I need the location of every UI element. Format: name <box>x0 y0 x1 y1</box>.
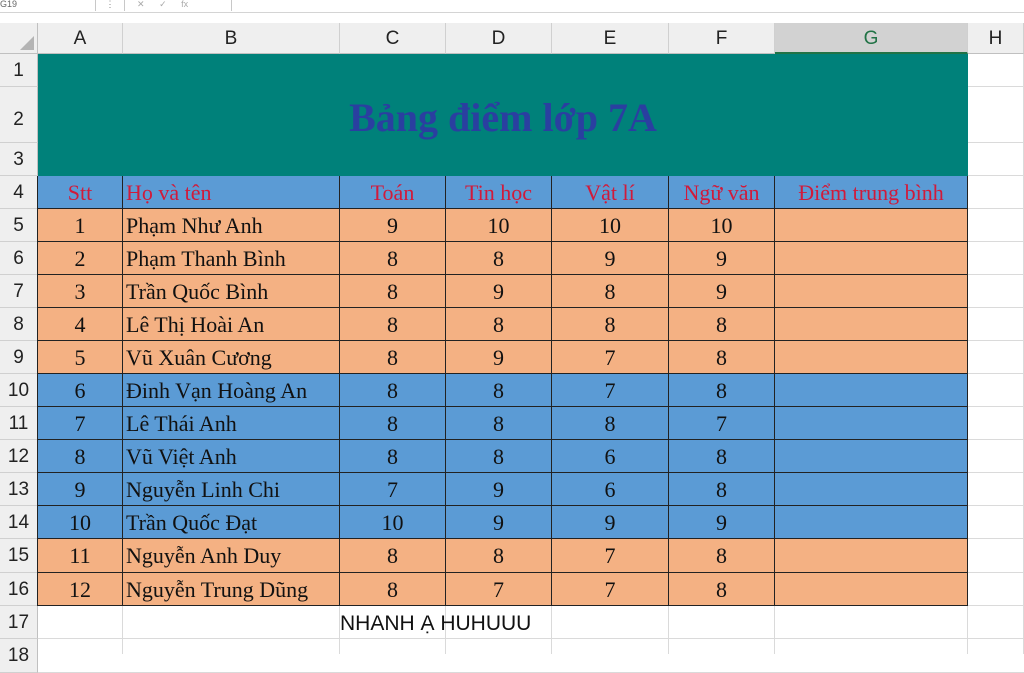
table-cell[interactable]: 8 <box>446 539 552 573</box>
row-header-11[interactable]: 11 <box>0 407 38 440</box>
table-cell[interactable] <box>775 473 968 506</box>
table-cell[interactable]: 7 <box>669 407 775 440</box>
table-cell[interactable]: 8 <box>38 440 123 473</box>
table-cell[interactable]: 9 <box>446 473 552 506</box>
table-cell[interactable] <box>775 209 968 242</box>
table-cell[interactable]: 8 <box>552 407 669 440</box>
name-box-dropdown[interactable]: ⋮ <box>96 0 125 11</box>
formula-buttons <box>125 0 232 11</box>
table-cell[interactable]: 8 <box>340 275 446 308</box>
table-cell[interactable]: 12 <box>38 573 123 606</box>
table-cell[interactable]: 9 <box>669 242 775 275</box>
table-cell[interactable] <box>775 341 968 374</box>
table-cell[interactable]: Trần Quốc Đạt <box>123 506 340 539</box>
table-cell[interactable]: 9 <box>552 242 669 275</box>
table-cell[interactable]: Nguyễn Anh Duy <box>123 539 340 573</box>
column-header-h[interactable]: H <box>968 23 1024 54</box>
header-cell[interactable]: Stt <box>38 176 123 209</box>
table-cell[interactable]: 8 <box>446 308 552 341</box>
table-cell[interactable]: Đinh Vạn Hoàng An <box>123 374 340 407</box>
row-header-9[interactable]: 9 <box>0 341 38 374</box>
table-cell[interactable]: 7 <box>38 407 123 440</box>
table-cell[interactable]: 8 <box>669 341 775 374</box>
table-cell[interactable]: 6 <box>38 374 123 407</box>
table-cell[interactable]: 7 <box>552 573 669 606</box>
table-cell[interactable]: 8 <box>552 308 669 341</box>
table-cell[interactable]: 8 <box>669 573 775 606</box>
header-cell[interactable]: Toán <box>340 176 446 209</box>
row-header-17[interactable]: 17 <box>0 606 38 639</box>
table-cell[interactable]: 7 <box>552 341 669 374</box>
header-cell[interactable]: Tin học <box>446 176 552 209</box>
table-cell[interactable]: 8 <box>340 440 446 473</box>
table-cell[interactable]: 8 <box>340 407 446 440</box>
row-header-4[interactable]: 4 <box>0 176 38 209</box>
table-cell[interactable]: 4 <box>38 308 123 341</box>
table-cell[interactable]: 8 <box>340 573 446 606</box>
header-cell[interactable]: Điểm trung bình <box>775 176 968 209</box>
table-cell[interactable]: Trần Quốc Bình <box>123 275 340 308</box>
table-cell[interactable]: Vũ Việt Anh <box>123 440 340 473</box>
table-cell[interactable]: Lê Thị Hoài An <box>123 308 340 341</box>
column-header-a[interactable]: A <box>38 23 123 54</box>
row-header-8[interactable]: 8 <box>0 308 38 341</box>
table-cell[interactable]: 9 <box>38 473 123 506</box>
table-cell[interactable]: 7 <box>552 539 669 573</box>
row-header-12[interactable]: 12 <box>0 440 38 473</box>
table-cell[interactable]: 8 <box>669 440 775 473</box>
table-cell[interactable]: 8 <box>446 242 552 275</box>
table-cell[interactable]: 9 <box>446 275 552 308</box>
table-cell[interactable]: 7 <box>340 473 446 506</box>
table-cell[interactable]: 9 <box>669 275 775 308</box>
table-cell[interactable] <box>775 506 968 539</box>
table-cell[interactable] <box>775 242 968 275</box>
table-cell[interactable]: 1 <box>38 209 123 242</box>
formula-bar <box>0 0 1024 13</box>
select-all-icon <box>20 36 34 50</box>
row-header-18[interactable]: 18 <box>0 639 38 673</box>
table-cell[interactable]: 9 <box>552 506 669 539</box>
row-header-14[interactable]: 14 <box>0 506 38 539</box>
column-header-d[interactable]: D <box>446 23 552 54</box>
fx-icon[interactable]: fx <box>181 0 189 9</box>
column-header-f[interactable]: F <box>669 23 775 54</box>
row-header-5[interactable]: 5 <box>0 209 38 242</box>
table-cell[interactable]: 8 <box>669 374 775 407</box>
table-cell[interactable]: 6 <box>552 473 669 506</box>
table-cell[interactable] <box>775 308 968 341</box>
table-cell[interactable]: 10 <box>669 209 775 242</box>
table-cell[interactable]: 6 <box>552 440 669 473</box>
table-cell[interactable]: 8 <box>340 539 446 573</box>
select-all-corner[interactable] <box>0 23 38 54</box>
table-cell[interactable]: 8 <box>669 473 775 506</box>
table-cell[interactable]: Phạm Như Anh <box>123 209 340 242</box>
sheet-title[interactable]: Bảng điểm lớp 7A <box>38 54 968 177</box>
table-cell[interactable]: Nguyễn Trung Dũng <box>123 573 340 606</box>
table-cell[interactable]: 7 <box>446 573 552 606</box>
table-cell[interactable]: 10 <box>38 506 123 539</box>
table-cell[interactable] <box>775 407 968 440</box>
table-cell[interactable]: 10 <box>340 506 446 539</box>
row-header-13[interactable]: 13 <box>0 473 38 506</box>
table-cell[interactable]: 8 <box>340 308 446 341</box>
row-header-3[interactable]: 3 <box>0 143 38 176</box>
table-cell[interactable]: Vũ Xuân Cương <box>123 341 340 374</box>
table-cell[interactable]: 8 <box>340 341 446 374</box>
table-cell[interactable]: 10 <box>446 209 552 242</box>
table-cell[interactable]: 8 <box>669 308 775 341</box>
table-cell[interactable]: 10 <box>552 209 669 242</box>
table-cell[interactable] <box>775 275 968 308</box>
name-box[interactable]: G19 <box>0 0 96 11</box>
enter-icon[interactable]: ✓ <box>159 0 167 9</box>
table-cell[interactable]: 8 <box>669 539 775 573</box>
header-cell[interactable]: Họ và tên <box>123 176 340 209</box>
table-cell[interactable]: Phạm Thanh Bình <box>123 242 340 275</box>
table-cell[interactable] <box>775 539 968 573</box>
table-cell[interactable] <box>775 440 968 473</box>
column-header-e[interactable]: E <box>552 23 669 54</box>
table-cell[interactable]: Nguyễn Linh Chi <box>123 473 340 506</box>
table-cell[interactable]: 7 <box>552 374 669 407</box>
table-cell[interactable]: 9 <box>669 506 775 539</box>
table-cell[interactable]: 9 <box>340 209 446 242</box>
row-header-1[interactable]: 1 <box>0 54 38 87</box>
note-cell[interactable]: NHANH Ạ HUHUUU <box>340 612 532 635</box>
table-left-border <box>37 176 38 606</box>
row-header-16[interactable]: 16 <box>0 573 38 606</box>
row-header-15[interactable]: 15 <box>0 539 38 573</box>
table-cell[interactable]: 3 <box>38 275 123 308</box>
table-cell[interactable]: 9 <box>446 341 552 374</box>
header-cell[interactable]: Ngữ văn <box>669 176 775 209</box>
row-header-2[interactable]: 2 <box>0 87 38 143</box>
table-cell[interactable] <box>775 573 968 606</box>
column-header-g[interactable]: G <box>775 23 968 54</box>
table-cell[interactable]: 11 <box>38 539 123 573</box>
table-cell[interactable]: 8 <box>446 440 552 473</box>
table-cell[interactable]: 2 <box>38 242 123 275</box>
table-cell[interactable]: 5 <box>38 341 123 374</box>
table-cell[interactable] <box>775 374 968 407</box>
row-header-6[interactable]: 6 <box>0 242 38 275</box>
table-cell[interactable]: 9 <box>446 506 552 539</box>
table-cell[interactable]: 8 <box>340 374 446 407</box>
row-header-10[interactable]: 10 <box>0 374 38 407</box>
header-cell[interactable]: Vật lí <box>552 176 669 209</box>
table-cell[interactable]: 8 <box>446 374 552 407</box>
column-header-c[interactable]: C <box>340 23 446 54</box>
column-header-b[interactable]: B <box>123 23 340 54</box>
row-header-7[interactable]: 7 <box>0 275 38 308</box>
table-cell[interactable]: 8 <box>446 407 552 440</box>
cancel-icon[interactable]: ✕ <box>137 0 145 9</box>
table-cell[interactable]: Lê Thái Anh <box>123 407 340 440</box>
table-cell[interactable]: 8 <box>340 242 446 275</box>
table-cell[interactable]: 8 <box>552 275 669 308</box>
